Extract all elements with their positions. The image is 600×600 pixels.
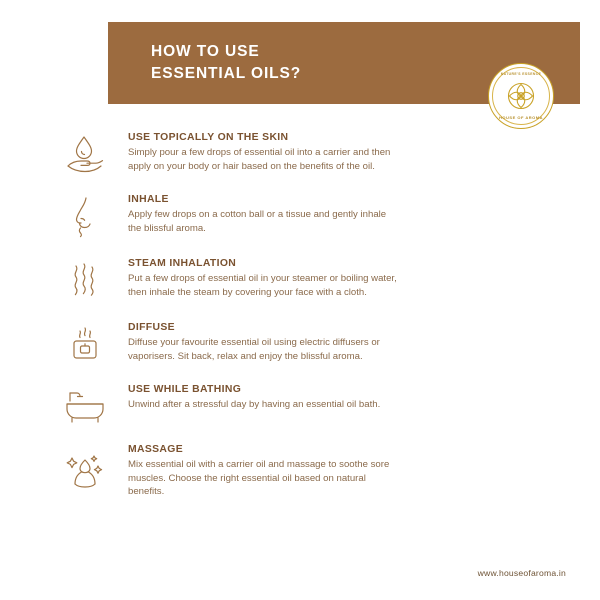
page-title-line2: ESSENTIAL OILS? — [151, 65, 302, 82]
list-item-title: DIFFUSE — [128, 322, 175, 333]
list-item-title: STEAM INHALATION — [128, 258, 237, 269]
list-item-desc: Diffuse your favourite essential oil using electric diffusers or vaporisers. Sit back, relax and enjoy the blissful aroma. — [128, 337, 380, 362]
steps-list — [20, 130, 580, 499]
list-item — [42, 130, 550, 176]
list-item-desc: Put a few drops of essential oil in your steamer or boiling water, then inhale the steam by covering your face with a cloth. — [128, 273, 397, 298]
list-item-title: MASSAGE — [128, 444, 183, 455]
list-item-text — [128, 382, 380, 412]
list-item — [42, 442, 550, 499]
nose-inhale-icon — [42, 192, 128, 238]
list-item-desc: Unwind after a stressful day by having an essential oil bath. — [128, 399, 381, 410]
bathtub-icon — [42, 382, 128, 428]
website-url[interactable]: www.houseofaroma.in — [477, 568, 566, 578]
list-item — [42, 382, 550, 428]
massage-hands-icon — [42, 442, 128, 494]
list-item-title: USE TOPICALLY ON THE SKIN — [128, 132, 289, 143]
list-item-title: INHALE — [128, 194, 169, 205]
list-item-title: USE WHILE BATHING — [128, 384, 242, 395]
oil-drop-on-hand-icon — [42, 130, 128, 176]
page-title — [151, 41, 301, 86]
list-item-desc: Simply pour a few drops of essential oil into a carrier and then apply on your body or hair based on the benefits of the oil. — [128, 147, 391, 172]
page-title-line1: HOW TO USE — [151, 42, 260, 60]
poster-inner — [20, 22, 580, 582]
list-item-desc: Apply few drops on a cotton ball or a tissue and gently inhale the blissful aroma. — [128, 209, 387, 234]
logo-top-text: NATURE'S ESSENCE — [500, 72, 542, 76]
list-item-text — [128, 130, 398, 173]
list-item-text — [128, 320, 398, 363]
list-item — [42, 320, 550, 368]
brand-logo — [488, 63, 554, 129]
steam-waves-icon — [42, 256, 128, 304]
list-item-desc: Mix essential oil with a carrier oil and massage to soothe sore muscles. Choose the right essential oil based on natural benefits. — [128, 459, 390, 498]
list-item — [42, 256, 550, 304]
logo-bottom-text: HOUSE OF AROMA — [499, 115, 543, 120]
diffuser-icon — [42, 320, 128, 368]
list-item-text — [128, 442, 398, 499]
list-item — [42, 192, 550, 238]
list-item-text — [128, 192, 398, 235]
list-item-text — [128, 256, 398, 299]
